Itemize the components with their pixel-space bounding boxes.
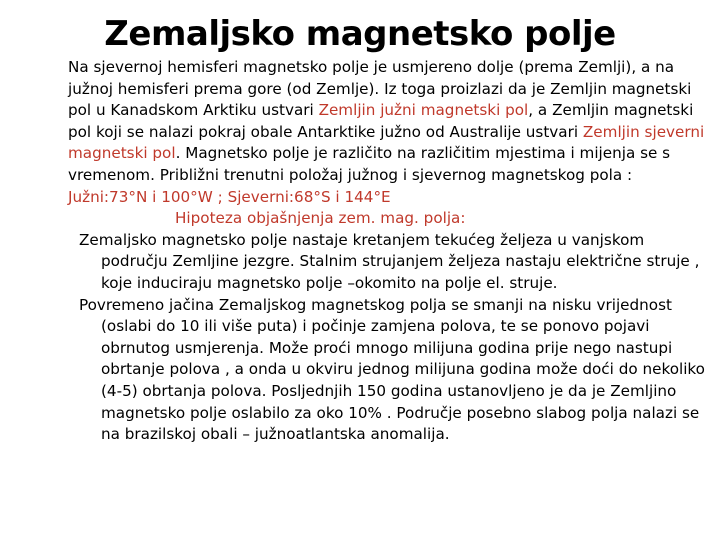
south-magnetic-pole-highlight: Zemljin južni magnetski pol — [318, 101, 529, 120]
slide-title: Zemaljsko magnetsko polje — [104, 14, 616, 54]
para1-text-2: , a Zemljin magnetski pol koji se nalazi pokraj obale Antarktike južno od Australije ustvari — [68, 101, 694, 141]
hypothesis-heading: Hipoteza objašnjenja zem. mag. polja: — [175, 209, 466, 228]
paragraph-hypothesis: Zemaljsko magnetsko polje nastaje kretanjem tekućeg željeza u vanjskom području Zemljine jezgre. Stalnim strujanjem željeza nastaju električne struje , koje induciraju magnetsko polje –okomito na polje el. struje. — [79, 230, 700, 292]
slide-body — [68, 57, 710, 446]
para1-text-3: . Magnetsko polje je različito na različitim mjestima i mijenja se s vremenom. Približni trenutni položaj južnog i sjevernog magnetskog pola : — [68, 144, 671, 184]
paragraph-magnetic-poles — [68, 57, 710, 208]
para1-text-1: Na sjevernoj hemisferi magnetsko polje je usmjereno dolje (prema Zemlji), a na južnoj hemisferi prema gore (od Zemlje). Iz toga proizlazi da je Zemljin magnetski pol u Kanadskom Arktiku ustvari — [68, 58, 692, 120]
pole-coordinates-highlight: Južni:73°N i 100°W ; Sjeverni:68°S i 144°E — [68, 187, 391, 206]
north-magnetic-pole-highlight: Zemljin sjeverni magnetski pol — [68, 122, 705, 163]
paragraph-pole-reversal: Povremeno jačina Zemaljskog magnetskog polja se smanji na nisku vrijednost (oslabi do 10 ili više puta) i počinje zamjena polova, te se ponovo pojavi obrnutog usmjerenja. Može proći mnogo milijuna godina prije nego nastupi obrtanje polova , a onda u okviru jednog milijuna godina može doći do nekoliko (4-5) obrtanja polova. Posljednjih 150 godina ustanovljeno je da je Zemljino magnetsko polje oslabilo za oko 10% . Područje posebno slabog polja nalazi se na brazilskoj obali – južnoatlantska anomalija. — [79, 295, 705, 444]
